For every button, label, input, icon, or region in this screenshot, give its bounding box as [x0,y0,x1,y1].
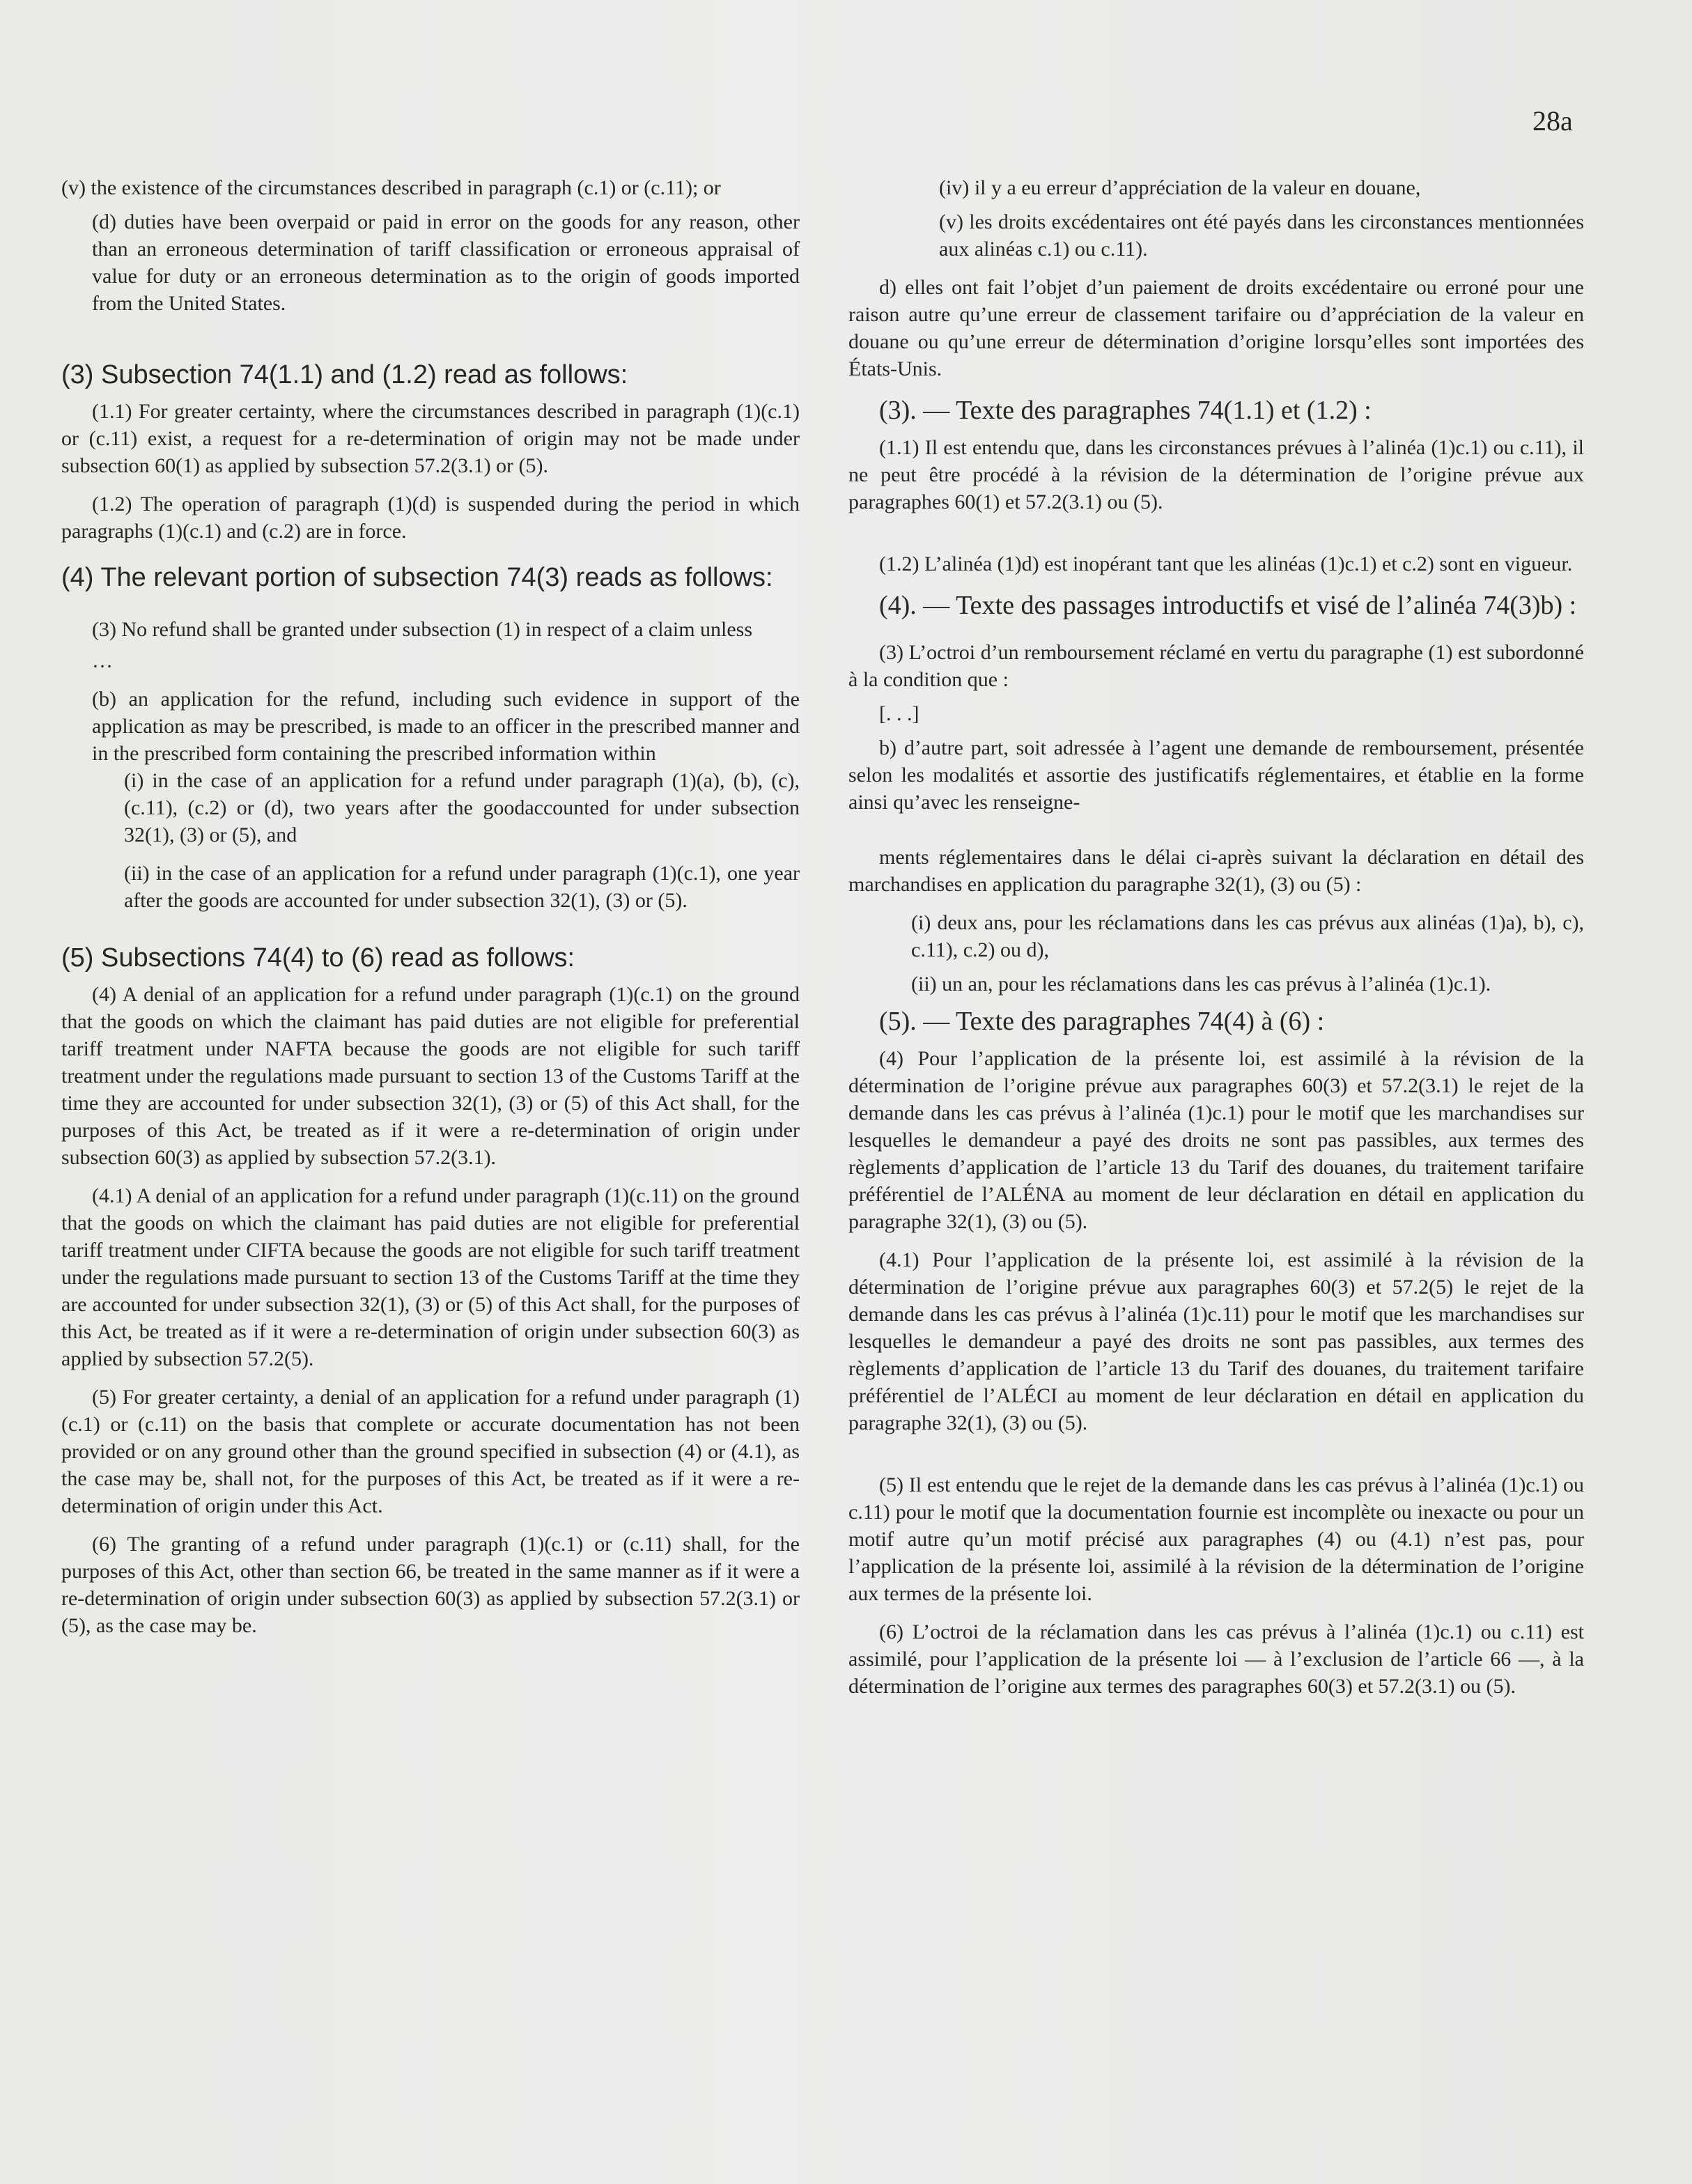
para-r-iv: (iv) il y a eu erreur d’appréciation de la valeur en douane, [939,176,1421,199]
para-r-1-2: (1.2) L’alinéa (1)d) est inopérant tant que les alinéas (1)c.1) et c.2) sont en vigueur. [879,552,1573,575]
para-r-i: (i) deux ans, pour les réclamations dans les cas prévus aux alinéas (1)a), b), c), c.11), c.2) ou d), [911,911,1584,961]
para-r-d: d) elles ont fait l’objet d’un paiement de droits excédentaire ou erroné pour une raison autre qu’une erreur de classement tarifaire ou d’appréciation de la valeur en douane ou qu’une erreur de détermination d’origine lorsqu’elles sont importées des États-Unis. [848,276,1584,380]
para-r-1-1: (1.1) Il est entendu que, dans les circonstances prévues à l’alinéa (1)c.1) ou c.11), il ne peut être procédé à la révision de la détermination de l’origine prévue aux paragraphes 60(1) et 57.2(3.1) ou (5). [848,436,1584,513]
para-l-6: (6) The granting of a refund under paragraph (1)(c.1) or (c.11) shall, for the purposes of this Act, other than section 66, be treated in the same manner as if it were a re-determination of origin under subsection 60(3) as applied by subsection 57.2(3.1) or (5), as the case may be. [61,1533,800,1637]
para-r-3: (3) L’octroi d’un remboursement réclamé en vertu du paragraphe (1) est subordonné à la condition que : [848,641,1584,691]
page-number: 28a [1532,105,1573,137]
para-l-1-1: (1.1) For greater certainty, where the circumstances described in paragraph (1)(c.1) or (c.11) exist, a request for a re-determination of origin may not be made under subsection 60(1) as applied by subsection 57.2(3.1) or (5). [61,400,800,477]
heading-l-5: (5) Subsections 74(4) to (6) read as follows: [61,943,575,973]
para-l-4-1: (4.1) A denial of an application for a refund under paragraph (1)(c.11) on the ground that the goods on which the claimant has paid duties are not eligible for preferential tariff treatment under CIFTA because the goods are not eligible for such tariff treatment under the regulations made pursuant to section 13 of the Customs Tariff at the time they are accounted for under subsection 32(1), (3) or (5) of this Act shall, for the purposes of this Act, be treated as if it were a re-determination of origin under subsection 60(3) as applied by subsection 57.2(5). [61,1184,800,1370]
para-r-6: (6) L’octroi de la réclamation dans les cas prévus à l’alinéa (1)c.1) ou c.11) est assimilé, pour l’application de la présente loi — à l’exclusion de l’article 66 —, à la détermination de l’origine aux termes des paragraphes 60(3) et 57.2(3.1) ou (5). [848,1620,1584,1698]
heading-r-5: (5). — Texte des paragraphes 74(4) à (6) : [879,1007,1325,1036]
para-l-i: (i) in the case of an application for a refund under paragraph (1)(a), (b), (c), (c.11), (c.2) or (d), two years after the goodaccounted for under subsection 32(1), (3) or (5), and [124,769,800,846]
para-r-b-cont: ments réglementaires dans le délai ci-après suivant la déclaration en détail des marchandises en application du paragraphe 32(1), (3) ou (5) : [848,846,1584,896]
heading-l-3: (3) Subsection 74(1.1) and (1.2) read as follows: [61,360,628,389]
para-l-5: (5) For greater certainty, a denial of an application for a refund under paragraph (1)(c.1) or (c.11) on the basis that complete or accurate documentation has not been provided or on any ground other than the ground specified in subsection (4) or (4.1), as the case may be, shall not, for the purposes of this Act, be treated as if it were a re-determination of origin under this Act. [61,1386,800,1517]
para-r-ii: (ii) un an, pour les réclamations dans les cas prévus à l’alinéa (1)c.1). [911,973,1491,996]
para-r-5: (5) Il est entendu que le rejet de la demande dans les cas prévus à l’alinéa (1)c.1) ou c.11) pour le motif que la documentation fournie est incomplète ou inexacte ou pour un motif autre qu’un motif précisé aux paragraphes (4) ou (4.1) n’est pas, pour l’application de la présente loi, assimilé à la révision de la détermination de l’origine aux termes de la présente loi. [848,1473,1584,1605]
heading-l-4: (4) The relevant portion of subsection 74(3) reads as follows: [61,563,773,592]
para-l-d: (d) duties have been overpaid or paid in error on the goods for any reason, other than an erroneous determination of tariff classification or erroneous appraisal of value for duty or an erroneous determination as to the origin of goods imported from the United States. [92,210,800,315]
heading-r-3: (3). — Texte des paragraphes 74(1.1) et (1.2) : [879,396,1372,425]
french-column [848,174,1584,1700]
ellipsis-r: [. . .] [879,702,919,725]
heading-r-4: (4). — Texte des passages introductifs et visé de l’alinéa 74(3)b) : [879,591,1577,620]
english-column [61,174,800,1639]
para-l-4: (4) A denial of an application for a refund under paragraph (1)(c.1) on the ground that the goods on which the claimant has paid duties are not eligible for preferential tariff treatment under NAFTA because the goods are not eligible for such tariff treatment under the regulations made pursuant to section 13 of the Customs Tariff at the time they are accounted for under subsection 32(1), (3) or (5) of this Act shall, for the purposes of this Act, be treated as if it were a re-determination of origin under subsection 60(3) as applied by subsection 57.2(3.1). [61,983,800,1169]
para-r-b: b) d’autre part, soit adressée à l’agent une demande de remboursement, présentée selon les modalités et assortie des justificatifs réglementaires, et établie en la forme ainsi qu’avec les renseigne- [848,736,1584,814]
ellipsis-l: … [92,649,113,672]
para-l-v: (v) the existence of the circumstances described in paragraph (c.1) or (c.11); or [61,176,721,199]
para-l-1-2: (1.2) The operation of paragraph (1)(d) is suspended during the period in which paragraphs (1)(c.1) and (c.2) are in force. [61,493,800,543]
para-r-4-1: (4.1) Pour l’application de la présente loi, est assimilé à la révision de la détermination de l’origine prévue aux paragraphes 60(3) et 57.2(5) le rejet de la demande dans les cas prévus à l’alinéa (1)c.11) pour le motif que les marchandises sur lesquelles le demandeur a payé des droits ne sont pas passibles, aux termes des règlements d’application de l’article 13 du Tarif des douanes, du traitement tarifaire préférentiel de l’ALÉCI au moment de leur déclaration en détail en application du paragraphe 32(1), (3) ou (5). [848,1248,1584,1434]
para-l-ii: (ii) in the case of an application for a refund under paragraph (1)(c.1), one year after the goods are accounted for under subsection 32(1), (3) or (5). [124,862,800,912]
para-l-b: (b) an application for the refund, including such evidence in support of the application as may be prescribed, is made to an officer in the prescribed manner and in the prescribed form containing the prescribed information within [92,688,800,765]
para-l-3: (3) No refund shall be granted under subsection (1) in respect of a claim unless [92,618,753,641]
para-r-4: (4) Pour l’application de la présente loi, est assimilé à la révision de la détermination de l’origine prévue aux paragraphes 60(3) et 57.2(3.1) le rejet de la demande dans les cas prévus à l’alinéa (1)c.1) pour le motif que les marchandises sur lesquelles le demandeur a payé des droits ne sont pas passibles, aux termes des règlements d’application de l’article 13 du Tarif des douanes, du traitement tarifaire préférentiel de l’ALÉNA au moment de leur déclaration en détail en application du paragraphe 32(1), (3) ou (5). [848,1047,1584,1233]
para-r-v: (v) les droits excédentaires ont été payés dans les circonstances mentionnées aux alinéas c.1) ou c.11). [939,210,1584,261]
